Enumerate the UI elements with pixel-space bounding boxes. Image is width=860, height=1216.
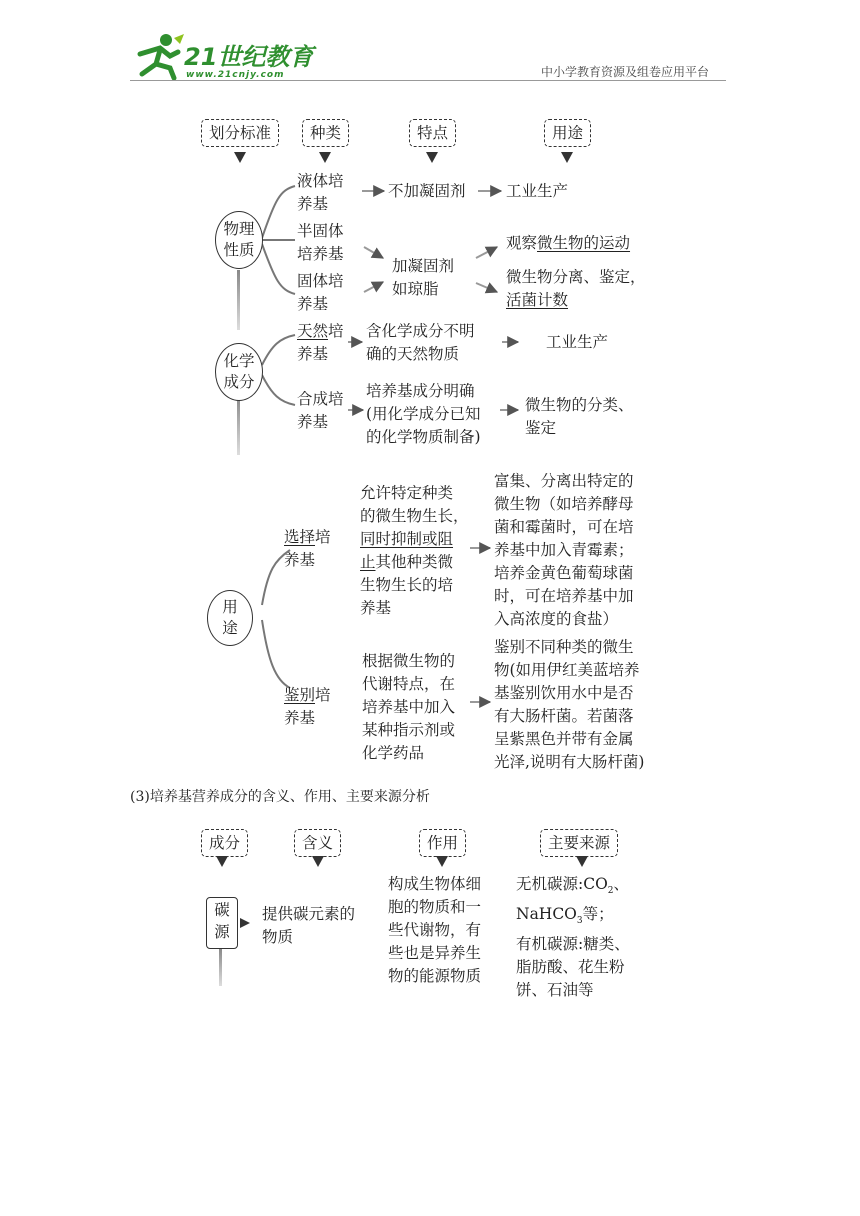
carbon-label-2: 源	[214, 923, 230, 941]
d2-head-source: 主要来源	[540, 829, 618, 857]
physical-label-1: 物理	[223, 220, 255, 238]
synthetic-use: 微生物的分类、 鉴定	[525, 396, 634, 437]
differential-medium: 鉴别培 养基	[284, 686, 331, 727]
d1-head-use: 用途	[544, 119, 591, 147]
usage-label-1: 用	[222, 598, 238, 616]
d1-head-feature: 特点	[409, 119, 456, 147]
selective-feature: 允许特定种类 的微生物生长， 同时抑制或阻 止其他种类微 生物生长的培 养基	[360, 484, 469, 617]
differential-feature: 根据微生物的 代谢特点，在 培养基中加入 某种指示剂或 化学药品	[362, 652, 456, 762]
carbon-label-1: 碳	[214, 901, 230, 919]
carbon-function: 构成生物体细 胞的物质和一 些代谢物，有 些也是异养生 物的能源物质	[388, 875, 482, 985]
d2-head-component: 成分	[201, 829, 248, 857]
liquid-use: 工业生产	[506, 182, 569, 200]
section3-title: (3)培养基营养成分的含义、作用、主要来源分析	[130, 789, 430, 805]
usage-node	[207, 590, 253, 646]
chemical-label-1: 化学	[223, 352, 255, 370]
natural-medium: 天然培 养基	[297, 322, 344, 363]
d2-head-meaning: 含义	[294, 829, 341, 857]
solid-medium: 固体培 养基	[297, 272, 344, 313]
differential-use: 鉴别不同种类的微生 物(如用伊红美蓝培养 基鉴别饮用水中是否 有大肠杆菌。若菌落 呈紫黑色并带有金属 光泽,说明有大肠杆菌)	[494, 638, 645, 771]
gel-feature: 加凝固剂 如琼脂	[392, 257, 455, 298]
physical-node	[215, 211, 263, 269]
logo-main-text: 21世纪教育	[184, 43, 314, 71]
liquid-medium: 液体培 养基	[297, 172, 344, 213]
semisolid-medium: 半固体 培养基	[297, 222, 344, 263]
solid-use: 微生物分离、鉴定， 活菌计数	[506, 268, 646, 309]
carbon-source: 无机碳源$:CO_2$、 NaHCO$_3$等； 有机碳源:糖类、 脂肪酸、花生粉 饼、石油等	[516, 875, 630, 1000]
logo-url-text: www.21cnjy.com	[186, 70, 285, 80]
chemical-node	[215, 343, 263, 401]
d2-head-function: 作用	[419, 829, 466, 857]
chemical-label-2: 成分	[223, 373, 255, 391]
usage-label-2: 途	[222, 619, 238, 637]
natural-use: 工业生产	[546, 333, 609, 351]
physical-label-2: 性质	[223, 241, 255, 259]
header-right-text: 中小学教育资源及组卷应用平台	[541, 65, 710, 79]
carbon-node	[206, 897, 238, 949]
selective-medium: 选择培 养基	[284, 528, 331, 569]
liquid-feature: 不加凝固剂	[388, 182, 466, 200]
carbon-meaning: 提供碳元素的 物质	[262, 905, 356, 946]
synthetic-medium: 合成培 养基	[297, 390, 344, 431]
synthetic-feature: 培养基成分明确 (用化学成分已知 的化学物质制备)	[366, 382, 481, 446]
d1-head-criterion: 划分标准	[201, 119, 279, 147]
natural-feature: 含化学成分不明 确的天然物质	[366, 322, 475, 363]
selective-use: 富集、分离出特定的 微生物（如培养酵母 菌和霉菌时，可在培 养基中加入青霉素； 培养金黄色葡萄球菌 时，可在培养基中加 入高浓度的食盐）	[494, 472, 634, 628]
d1-head-type: 种类	[302, 119, 349, 147]
semisolid-use: 观察微生物的运动	[506, 234, 631, 252]
